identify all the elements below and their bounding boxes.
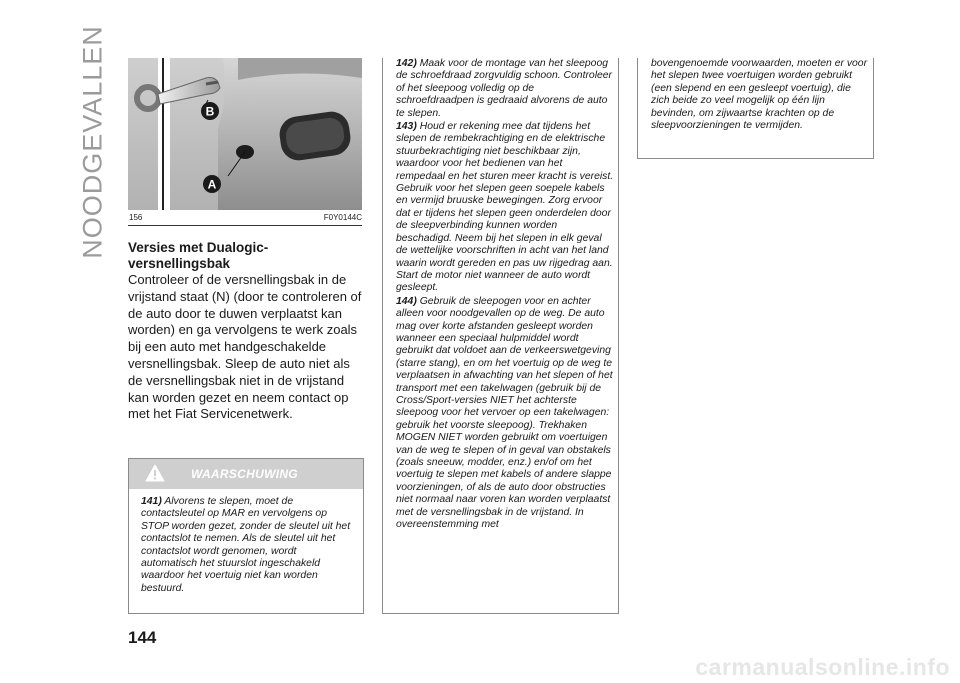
figure-number: 156	[129, 213, 143, 222]
tow-hook-figure	[128, 58, 362, 210]
dualogic-section	[128, 240, 364, 423]
watermark: carmanualsonline.info	[695, 654, 950, 680]
note-text: Maak voor de montage van het sleepoog de schroefdraad zorgvuldig schoon. Controleer of het sleepoog volledig op de schroefdraadpen is gedraaid alvorens de auto te slepen.	[396, 58, 613, 119]
warning-note-141	[129, 489, 363, 595]
warning-header	[129, 459, 363, 489]
note-number: 143)	[396, 121, 417, 133]
figure-divider	[128, 225, 362, 226]
warning-note-142	[396, 58, 614, 120]
chapter-side-tab	[77, 25, 108, 259]
warning-note-144	[396, 296, 614, 532]
warning-note-143	[396, 121, 614, 295]
warning-box	[128, 458, 364, 614]
figure-code: F0Y0144C	[323, 213, 362, 222]
warning-end-column	[637, 58, 874, 159]
chapter-title: NOODGEVALLEN	[77, 25, 108, 259]
label-b: B	[205, 104, 215, 119]
tow-hook-illustration	[128, 58, 362, 210]
warning-triangle-icon	[145, 464, 165, 482]
note-text: Gebruik de sleepogen voor en achter alleen voor noodgevallen op de weg. De auto mag over korte afstanden gesleept worden wanneer een speciaal hulpmiddel wordt gebruikt dat voldoet aan de verkeerswetgeving (starre stang), en om het voertuig op de weg te verplaatsen in afwachting van het slepen of het transport met een takelwagen (gebruik bij de Cross/Sport-versies NIET het achterste sleepoog voor het vervoer op een takelwagen: gebruik het voorste sleepoog). Trekhaken MOGEN NIET worden gebruikt om voertuigen van de weg te slepen of in geval van obstakels (zoals sneeuw, modder, enz.) en/of om het voertuig te slepen met kabels of andere slappe voorzieningen, of als de auto door obstructies niet normaal naar voren kan worden verplaatst met de versnellingsbak in de vrijstand. In overeenstemming met	[396, 295, 613, 531]
warning-continuation-column	[382, 58, 619, 614]
note-number: 144)	[396, 295, 417, 307]
note-text: Houd er rekening mee dat tijdens het slepen de rembekrachtiging en de elektrische stuurbekrachtiging niet beschikbaar zijn, waardoor voor het bedienen van het rempedaal en het sturen meer kracht is vereist. Gebruik voor het slepen geen soepele kabels en vermijd bruuske bewegingen. Zorg ervoor dat er tijdens het slepen geen onderdelen door de sleepverbinding kunnen worden beschadigd. Neem bij het slepen in elk geval de wettelijke voorschriften in acht van het land waarin wordt gereden en pas uw rijgedrag aan. Start de motor niet wanneer de auto wordt gesleept.	[396, 121, 614, 294]
note-text: Alvorens te slepen, moet de contactsleutel op MAR en vervolgens op STOP worden gezet, zonder de sleutel uit het contactslot te nemen. Als de sleutel uit het contactslot wordt genomen, wordt automatisch het stuurslot ingeschakeld waardoor het voertuig niet kan worden bestuurd.	[141, 496, 351, 594]
note-number: 142)	[396, 58, 417, 69]
note-number: 141)	[141, 496, 162, 507]
warning-note-144-end: bovengenoemde voorwaarden, moeten er voor het slepen twee voertuigen worden gebruikt (een slepend en een gesleept voertuig), die zich beide zo veel mogelijk op één lijn bevinden, om zijwaartse krachten op de sleepvoorzieningen te vermijden.	[651, 58, 868, 132]
section-body: Controleer of de versnellingsbak in de vrijstand staat (N) (door te controleren of de auto door te duwen verplaatst kan worden) en ga vervolgens te werk zoals bij een auto met handgeschakelde versnellingsbak. Sleep de auto niet als de versnellingsbak niet in de vrijstand kan worden gezet en neem contact op met het Fiat Servicenetwerk.	[128, 272, 362, 422]
warning-title: WAARSCHUWING	[191, 467, 298, 481]
section-title: Versies met Dualogic-versnellingsbak	[128, 240, 269, 271]
page-number: 144	[128, 628, 157, 647]
label-a: A	[207, 177, 217, 192]
